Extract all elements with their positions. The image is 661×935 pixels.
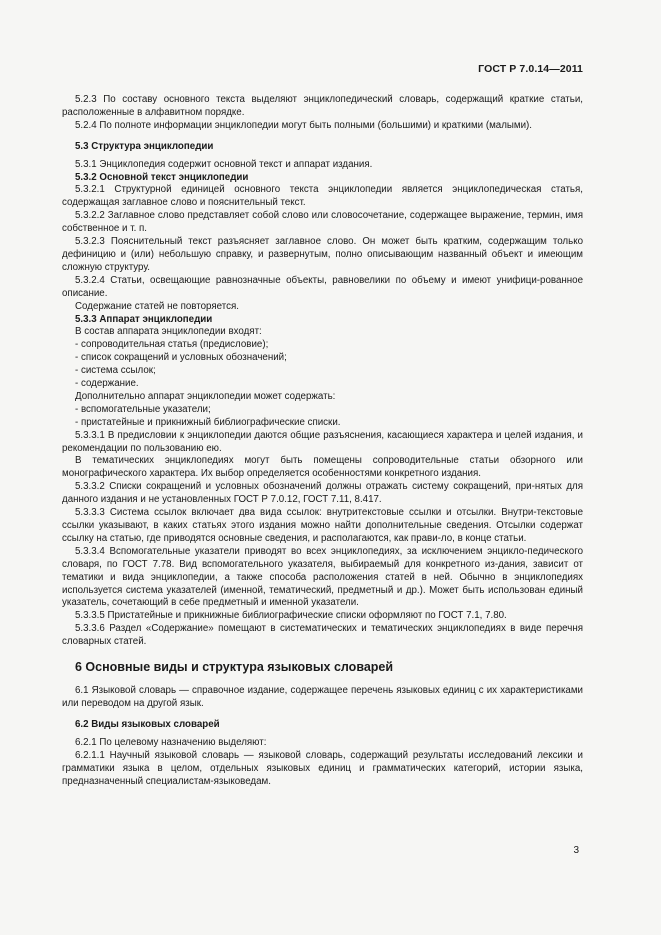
list-item: - пристатейные и прикнижный библиографические списки.	[75, 416, 341, 428]
list-item: - система ссылок;	[75, 365, 156, 377]
paragraph: 6.2.1.1 Научный языковой словарь — языковой словарь, содержащий результаты исследований лексики и грамматики языка в целом, отдельных языковых единиц и грамматических категорий, истории языка, предназначенный специалистам-языковедам.	[62, 749, 583, 787]
paragraph: В тематических энциклопедиях могут быть помещены сопроводительные статьи обзорного или монографического характера. Их выбор определяется особенностями конкретного издания.	[62, 455, 583, 480]
paragraph: 5.3.3.4 Вспомогательные указатели приводят во всех энциклопедиях, за исключением энцикло-педического словаря, по ГОСТ 7.78. Вид вспомогательного указателя, выбираемый для конкретного из-дания, зависит от тематики и вида энциклопедии, а также способа расположения статей в ней. Обычно в энциклопедиях используется система указателей (именной, тематический, предметный и др.). Может быть использован единый указатель, сочетающий в себе предметный и именной указатели.	[62, 545, 583, 609]
subsection-heading: 5.3 Структура энциклопедии	[75, 140, 214, 152]
paragraph: 5.3.3.3 Система ссылок включает два вида ссылок: внутритекстовые ссылки и отсылки. Внутри-текстовые ссылки указывают, в каких статьях этого издания можно найти дополнительные сведения. Отсылки содержат ссылку на статью, где приводятся основные сведения, и располагаются, как прави-ло, в конце статьи.	[62, 507, 583, 544]
paragraph: 5.3.2.3 Пояснительный текст разъясняет заглавное слово. Он может быть кратким, содержащим только дефиницию и (или) небольшую справку, и развернутым, полно описывающим названный объект и имеющим сложную структуру.	[62, 236, 583, 273]
paragraph: В состав аппарата энциклопедии входят:	[75, 326, 262, 338]
subsection-heading: 5.3.3 Аппарат энциклопедии	[75, 313, 213, 325]
paragraph: 5.3.3.5 Пристатейные и прикнижные библиографические списки оформляют по ГОСТ 7.1, 7.80.	[75, 610, 507, 622]
subsection-heading: 6.2 Виды языковых словарей	[75, 718, 220, 730]
spacer	[62, 674, 583, 685]
document-body	[62, 94, 583, 788]
paragraph: Содержание статей не повторяется.	[75, 300, 239, 312]
paragraph: 5.3.3.2 Списки сокращений и условных обозначений должны отражать систему сокращений, при-нятых для данного издания и не установленных ГОСТ Р 7.0.12, ГОСТ 7.11, 8.417.	[62, 481, 583, 506]
subsection-heading: 5.3.2 Основной текст энциклопедии	[75, 171, 249, 183]
paragraph: Дополнительно аппарат энциклопедии может содержать:	[75, 390, 336, 402]
paragraph: 5.2.4 По полноте информации энциклопедии могут быть полными (большими) и краткими (малыми).	[75, 119, 533, 131]
paragraph: 5.3.2.1 Структурной единицей основного текста энциклопедии является энциклопедическая статья, содержащая заглавное слово и пояснительный текст.	[62, 184, 583, 209]
paragraph: 5.3.3.6 Раздел «Содержание» помещают в систематических и тематических энциклопедиях в виде перечня словарных статей.	[62, 623, 583, 648]
paragraph: 6.2.1 По целевому назначению выделяют:	[75, 736, 267, 748]
list-item: - содержание.	[75, 378, 139, 390]
list-item: - сопроводительная статья (предисловие);	[75, 339, 269, 351]
document-header: ГОСТ Р 7.0.14—2011	[478, 63, 583, 75]
paragraph: 6.1 Языковой словарь — справочное издание, содержащее перечень языковых единиц с их характеристиками или переводом на другой язык.	[62, 685, 583, 709]
section-heading: 6 Основные виды и структура языковых словарей	[75, 660, 394, 675]
page-number: 3	[573, 845, 579, 856]
list-item: - вспомогательные указатели;	[75, 403, 211, 415]
list-item: - список сокращений и условных обозначений;	[75, 352, 287, 364]
paragraph: 5.2.3 По составу основного текста выделяют энциклопедический словарь, содержащий краткие статьи, расположенные в алфавитном порядке.	[62, 94, 583, 118]
spacer	[62, 133, 583, 141]
spacer	[62, 649, 583, 660]
paragraph: 5.3.2.2 Заглавное слово представляет собой слово или словосочетание, содержащее выражение, термин, имя собственное и т. п.	[62, 210, 583, 235]
paragraph: 5.3.3.1 В предисловии к энциклопедии даются общие разъяснения, касающиеся характера и целей издания, и рекомендации по пользованию ею.	[62, 429, 583, 454]
spacer	[62, 711, 583, 719]
paragraph: 5.3.2.4 Статьи, освещающие равнозначные объекты, равновелики по объему и имеют унифици-рованное описание.	[62, 274, 583, 299]
paragraph: 5.3.1 Энциклопедия содержит основной текст и аппарат издания.	[75, 158, 373, 170]
